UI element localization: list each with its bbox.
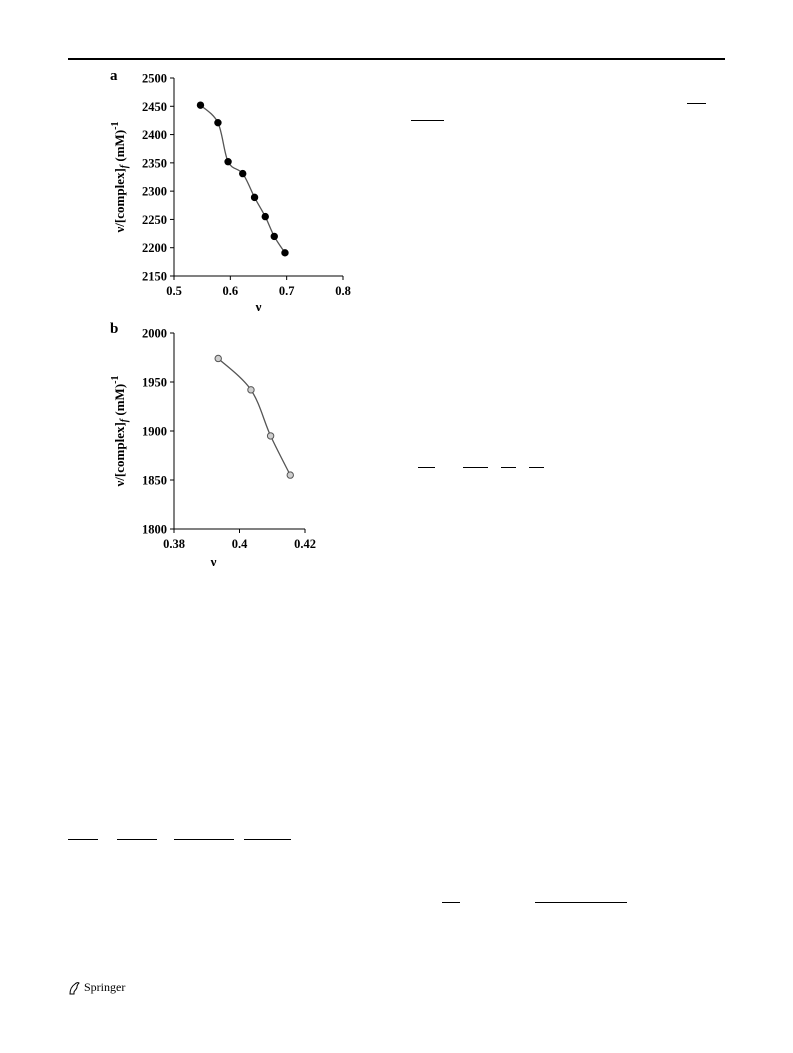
publisher-footer [68,980,125,995]
y-axis-title: $\nu/[complex]_f$ (mM)$^{-1}$ [110,375,130,487]
y-tick-label: 2350 [142,156,167,171]
x-axis-title: ν [255,299,262,314]
data-point [262,213,269,220]
panel-label: b [110,321,119,337]
text-fragment-rule [174,839,234,840]
y-tick-label: 1900 [142,424,167,439]
data-point [271,233,278,240]
text-fragment-rule [529,467,544,468]
text-fragment-rule [535,902,627,903]
x-tick-label: 0.7 [278,284,295,298]
y-tick-label: 1800 [142,522,167,537]
data-point [215,119,222,126]
x-axis-title: ν [210,554,217,569]
text-fragment-rule [117,839,157,840]
y-tick-label: 1950 [142,375,167,390]
text-fragment-rule [244,839,291,840]
text-fragment-rule [411,120,444,121]
data-point [197,102,204,109]
data-point [248,387,254,393]
text-fragment-rule [463,467,488,468]
data-point [225,158,232,165]
text-fragment-rule [687,103,706,104]
panel-label: a [110,68,118,84]
springer-horse-icon [68,981,81,995]
y-tick-label: 2000 [142,326,167,341]
data-point [287,472,293,478]
y-tick-label: 2250 [142,212,167,227]
y-tick-label: 2500 [142,71,167,86]
data-point [239,170,246,177]
data-point [251,194,258,201]
text-fragment-rule [442,902,460,903]
text-fragment-rule [68,839,98,840]
data-point [215,355,221,361]
x-tick-label: 0.42 [294,537,316,551]
series-line [200,105,284,253]
data-point [267,433,273,439]
x-tick-label: 0.8 [335,284,351,298]
x-tick-label: 0.6 [222,284,239,298]
text-fragment-rule [501,467,516,468]
y-axis-title: $\nu/[complex]_f$ (mM)$^{-1}$ [110,121,130,233]
y-tick-label: 2150 [142,269,167,284]
x-tick-label: 0.5 [166,284,182,298]
y-tick-label: 1850 [142,473,167,488]
y-tick-label: 2450 [142,99,167,114]
x-tick-label: 0.4 [231,537,248,551]
x-tick-label: 0.38 [163,537,185,551]
data-point [282,250,289,257]
publisher-name: Springer [84,980,126,994]
y-tick-label: 2200 [142,241,167,256]
text-fragment-rule [418,467,435,468]
y-tick-label: 2300 [142,184,167,199]
y-tick-label: 2400 [142,128,167,143]
series-line [218,358,290,475]
